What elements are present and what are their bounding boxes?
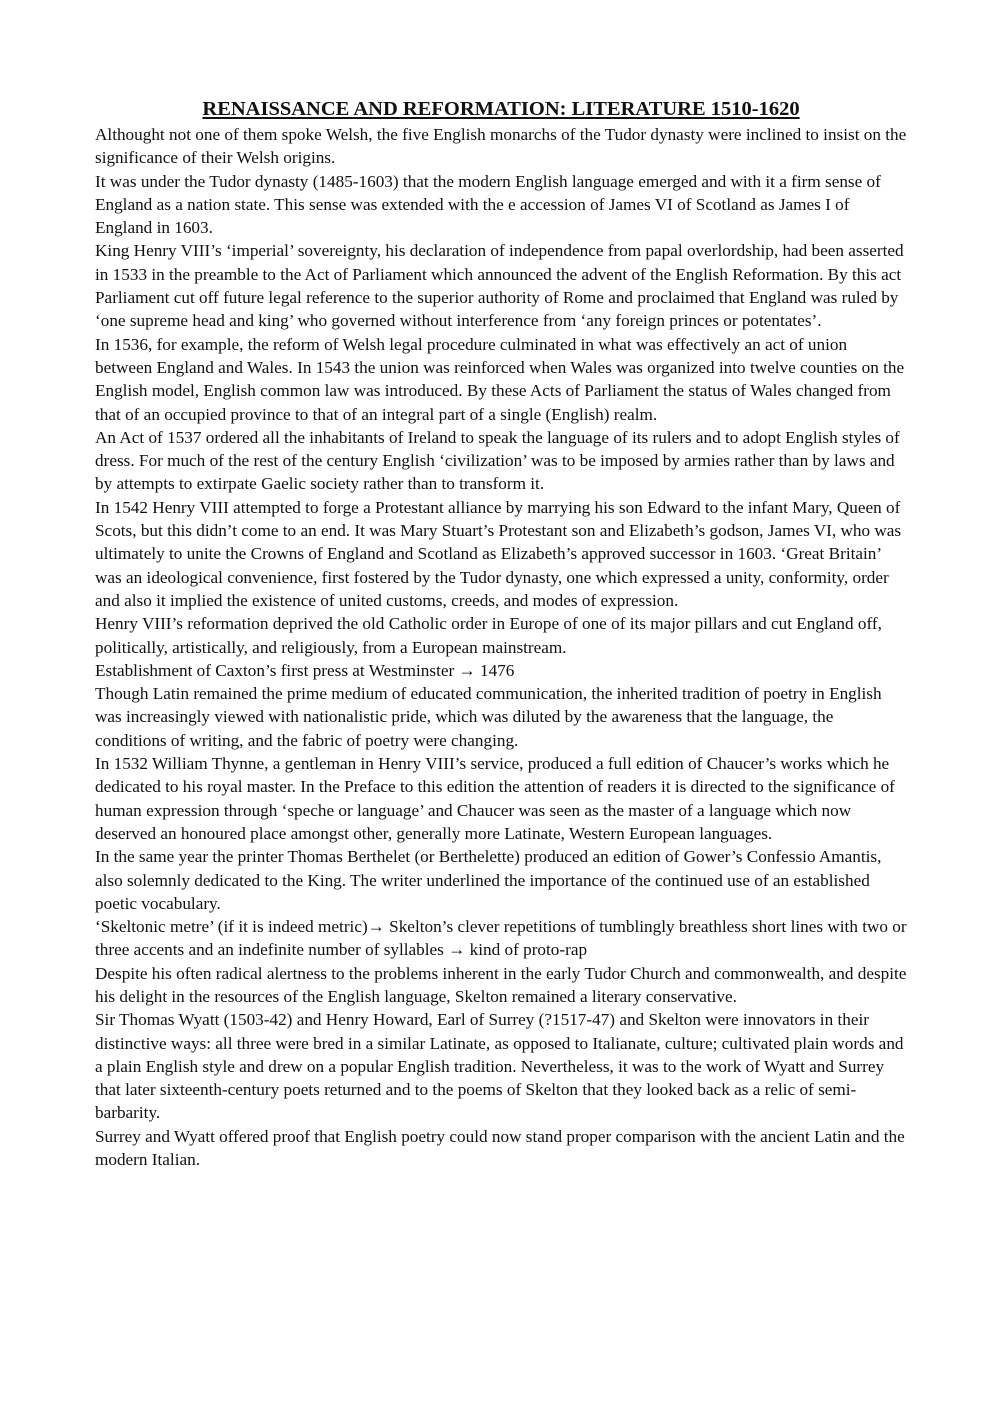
paragraph-wyatt-surrey-skelton: Sir Thomas Wyatt (1503-42) and Henry Howard, Earl of Surrey (?1517-47) and Skelton were innovators in their distinctive ways: all three were bred in a similar Latinate, as opposed to Italianate, culture; cultivated plain words and a plain English style and drew on a popular English tradition. Nevertheless, it was to the work of Wyatt and Surrey that later sixteenth-century poets returned and to the poems of Skelton that they looked back as a relic of semi-barbarity.	[95, 1010, 904, 1123]
document-body	[95, 123, 907, 1171]
paragraph-surrey-wyatt-proof: Surrey and Wyatt offered proof that English poetry could now stand proper comparison with the ancient Latin and the modern Italian.	[95, 1126, 905, 1170]
paragraph-tudor-dynasty-english-language: It was under the Tudor dynasty (1485-1603) that the modern English language emerged and with it a firm sense of England as a nation state. This sense was extended with the e accession of James VI of Scotland as James I of England in 1603.	[95, 171, 881, 238]
paragraph-tudor-welsh-origins: Althought not one of them spoke Welsh, the five English monarchs of the Tudor dynasty were inclined to insist on the significance of their Welsh origins.	[95, 125, 907, 168]
paragraph-henry-viii-reformation: Henry VIII’s reformation deprived the old Catholic order in Europe of one of its major pillars and cut England off, politically, artistically, and religiously, from a European mainstream.	[95, 614, 882, 657]
document-page	[95, 97, 907, 1171]
paragraph-caxton-press: Establishment of Caxton’s first press at Westminster → 1476	[95, 660, 515, 680]
paragraph-union-england-wales: In 1536, for example, the reform of Welsh legal procedure culminated in what was effectively an act of union between England and Wales. In 1543 the union was reinforced when Wales was organized into twelve counties on the English model, English common law was introduced. By these Acts of Parliament the status of Wales changed from that of an occupied province to that of an integral part of a single (English) realm.	[95, 334, 905, 424]
paragraph-thynne-chaucer-edition: In 1532 William Thynne, a gentleman in Henry VIII’s service, produced a full edition of Chaucer’s works which he dedicated to his royal master. In the Preface to this edition the attention of readers it is directed to the significance of human expression through ‘speche or language’ and Chaucer was seen as the master of a language which now deserved an honoured place amongst other, generally more Latinate, Western European languages.	[95, 754, 895, 843]
paragraph-skelton-conservative: Despite his often radical alertness to the problems inherent in the early Tudor Church and commonwealth, and despite his delight in the resources of the English language, Skelton remained a literary conservative.	[95, 963, 907, 1006]
paragraph-skeltonic-metre: ‘Skeltonic metre’ (if it is indeed metric)→ Skelton’s clever repetitions of tumblingly breathless short lines with two or three accents and an indefinite number of syllables → kind of proto-rap	[95, 917, 907, 960]
document-title: RENAISSANCE AND REFORMATION: LITERATURE 1510-1620	[202, 98, 800, 120]
paragraph-henry-viii-sovereignty: King Henry VIII’s ‘imperial’ sovereignty, his declaration of independence from papal overlordship, had been asserted in 1533 in the preamble to the Act of Parliament which announced the advent of the English Reformation. By this act Parliament cut off future legal reference to the superior authority of Rome and proclaimed that England was ruled by ‘one supreme head and king’ who governed without interference from ‘any foreign princes or potentates’.	[95, 241, 904, 331]
paragraph-protestant-alliance-great-britain: In 1542 Henry VIII attempted to forge a Protestant alliance by marrying his son Edward to the infant Mary, Queen of Scots, but this didn’t come to an end. It was Mary Stuart’s Protestant son and Elizabeth’s godson, James VI, who was ultimately to unite the Crowns of England and Scotland as Elizabeth’s approved successor in 1603. ‘Great Britain’ was an ideological convenience, first fostered by the Tudor dynasty, one which expressed a unity, conformity, order and also it implied the existence of united customs, creeds, and modes of expression.	[95, 497, 902, 610]
paragraph-latin-and-english-poetry: Though Latin remained the prime medium of educated communication, the inherited tradition of poetry in English was increasingly viewed with nationalistic pride, which was diluted by the awareness that the language, the conditions of writing, and the fabric of poetry were changing.	[95, 684, 882, 750]
paragraph-act-of-1537-ireland: An Act of 1537 ordered all the inhabitants of Ireland to speak the language of its rulers and to adopt English styles of dress. For much of the rest of the century English ‘civilization’ was to be imposed by armies rather than by laws and by attempts to extirpate Gaelic society rather than to transform it.	[95, 427, 900, 494]
paragraph-berthelet-gower-edition: In the same year the printer Thomas Berthelet (or Berthelette) produced an edition of Gower’s Confessio Amantis, also solemnly dedicated to the King. The writer underlined the importance of the continued use of an established poetic vocabulary.	[95, 847, 882, 913]
